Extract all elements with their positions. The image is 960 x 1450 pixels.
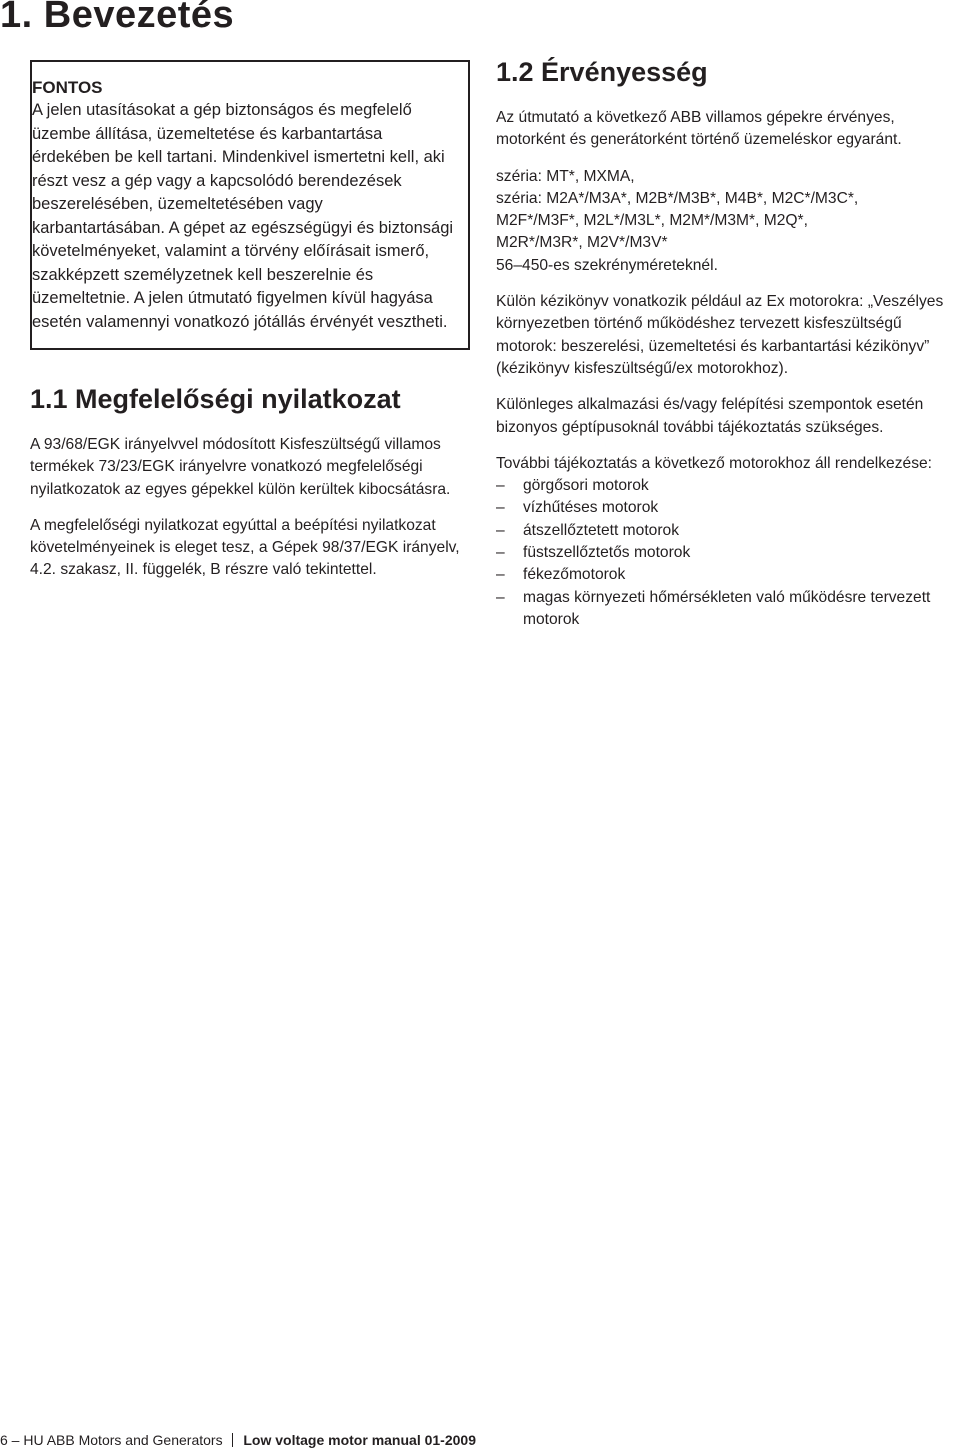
chapter-title: 1. Bevezetés [0,0,235,36]
conformity-paragraph-2: A megfelelőségi nyilatkozat egyúttal a beépítési nyilatkozat követelményeinek is eleget tesz, a Gépek 98/37/EGK irányelv, 4.2. szakasz, II. függelék, B részre való tekintettel. [30,516,460,579]
conformity-paragraph-1: A 93/68/EGK irányelvvel módosított Kisfeszültségű villamos termékek 73/23/EGK irányelvre vonatkozó megfelelőségi nyilatkozatok az egyes gépekkel külön kerültek kibocsátásra. [30,436,451,498]
dash-bullet: – [496,499,505,517]
ex-motor-note: Külön kézikönyv vonatkozik például az Ex motorokra: „Veszélyes környezetben történő működéshez tervezett kisfeszültségű motorok: beszerelési, üzemeltetési és karbantartási kézikönyv” (kézikönyv kisfeszültségű/ex motorokhoz). [496,293,944,377]
notice-body: A jelen utasításokat a gép biztonságos és megfelelő üzembe állítása, üzemeltetése és karbantartása érdekében be kell tartani. Mindenkivel ismertetni kell, aki részt vesz a gép vagy a kapcsolódó berendezések beszerelésében, üzemeltetésében vagy karbantartásában. A gépet az egészségügyi és biztonsági követelményeket, valamint a törvény előírásait ismerő, szakképzett személyzetnek kell beszerelnie és üzemeltetnie. A jelen útmutató figyelmen kívül hagyása esetén valamennyi vonatkozó jótállás érvényét vesztheti. [32,101,454,331]
motor-list-intro: További tájékoztatás a következő motorokhoz áll rendelkezése: [496,454,932,472]
list-item: – fékezőmotorok [496,564,960,586]
list-item: – magas környezeti hőmérsékleten való működésre tervezett motorok [496,588,931,628]
footer-separator [232,1433,233,1447]
dash-bullet: – [496,566,505,584]
section-validity [496,55,960,631]
section-heading-validity: 1.2 Érvényesség [496,57,708,87]
series-line: széria: M2A*/M3A*, M2B*/M3B*, M4B*, M2C*/M3C*, [496,189,859,207]
motor-type-list [496,475,960,631]
footer-manual-title: Low voltage motor manual 01-2009 [243,1432,476,1448]
section-heading-conformity: 1.1 Megfelelőségi nyilatkozat [30,384,401,414]
dash-bullet: – [496,544,505,562]
series-list [496,166,960,277]
list-item: – vízhűtéses motorok [496,497,960,519]
dash-bullet: – [496,588,505,606]
footer-company: ABB Motors and Generators [46,1432,223,1448]
footer-page-number: 6 – HU [0,1432,44,1448]
list-item: – füstszellőztetős motorok [496,542,960,564]
dash-bullet: – [496,477,505,495]
series-line: 56–450-es szekrényméreteknél. [496,256,718,274]
notice-heading: FONTOS [32,78,103,97]
special-application-note: Különleges alkalmazási és/vagy felépítési szempontok esetén bizonyos géptípusoknál további tájékoztatás szükséges. [496,396,924,436]
important-notice-box [30,60,470,350]
list-item: – görgősori motorok [496,475,960,497]
dash-bullet: – [496,521,505,539]
list-item: – átszellőztetett motorok [496,520,960,542]
series-line: M2F*/M3F*, M2L*/M3L*, M2M*/M3M*, M2Q*, [496,212,808,230]
validity-intro: Az útmutató a következő ABB villamos gépekre érvényes, motorként és generátorként történő üzemeléskor egyaránt. [496,109,902,149]
section-conformity [30,382,460,596]
series-line: széria: MT*, MXMA, [496,167,635,185]
page-footer [0,1430,476,1450]
series-line: M2R*/M3R*, M2V*/M3V* [496,234,668,252]
